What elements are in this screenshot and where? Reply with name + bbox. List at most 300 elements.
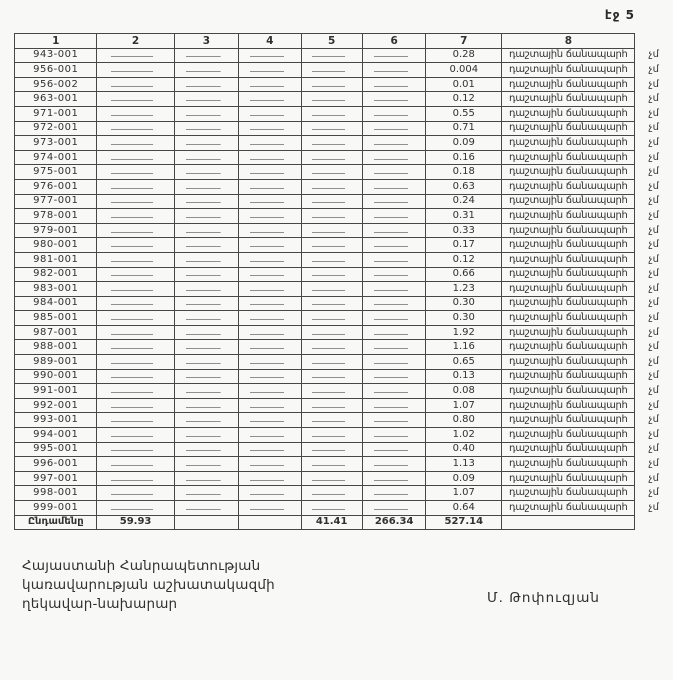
description-cell: դաշտային ճանապարհ (502, 223, 635, 238)
margin-mark: չմ (648, 312, 659, 324)
column-header-7: 7 (426, 34, 502, 49)
col5-cell (301, 340, 362, 355)
margin-mark: չմ (648, 122, 659, 134)
table-row (15, 384, 673, 399)
col3-cell (174, 457, 238, 472)
col3-cell (174, 136, 238, 151)
total-col2-cell: 59.93 (97, 515, 174, 530)
col6-cell (362, 267, 426, 282)
description-cell: դաշտային ճանապարհ (502, 121, 635, 136)
parcel-code-cell: 956-001 (15, 63, 97, 78)
description-cell: դաշտային ճանապարհ (502, 340, 635, 355)
area-value-cell: 0.30 (426, 311, 502, 326)
parcel-code-cell: 972-001 (15, 121, 97, 136)
col5-cell (301, 442, 362, 457)
description-cell: դաշտային ճանապարհ (502, 486, 635, 501)
margin-mark: չմ (648, 282, 659, 294)
parcel-code-cell: 956-002 (15, 77, 97, 92)
col6-cell (362, 252, 426, 267)
col6-cell (362, 340, 426, 355)
description-cell: դաշտային ճանապարհ (502, 457, 635, 472)
table-row (15, 355, 673, 370)
table-row (15, 471, 673, 486)
margin-mark: չմ (648, 297, 659, 309)
description-cell: դաշտային ճանապարհ (502, 442, 635, 457)
area-value-cell: 0.66 (426, 267, 502, 282)
parcel-code-cell: 984-001 (15, 296, 97, 311)
column-header-5: 5 (301, 34, 362, 49)
parcel-code-cell: 985-001 (15, 311, 97, 326)
table-row (15, 413, 673, 428)
parcel-code-cell: 971-001 (15, 106, 97, 121)
col6-cell (362, 355, 426, 370)
col6-cell (362, 106, 426, 121)
col2-cell (97, 179, 174, 194)
col2-cell (97, 398, 174, 413)
col3-cell (174, 238, 238, 253)
col2-cell (97, 311, 174, 326)
col4-cell (239, 457, 302, 472)
description-cell: դաշտային ճանապարհ (502, 238, 635, 253)
description-cell: դաշտային ճանապարհ (502, 48, 635, 63)
col6-cell (362, 501, 426, 516)
area-value-cell: 0.65 (426, 355, 502, 370)
margin-mark: չմ (648, 458, 659, 470)
col6-cell (362, 486, 426, 501)
description-cell: դաշտային ճանապարհ (502, 325, 635, 340)
col4-cell (239, 325, 302, 340)
description-cell: դաշտային ճանապարհ (502, 311, 635, 326)
area-value-cell: 0.09 (426, 471, 502, 486)
col6-cell (362, 282, 426, 297)
area-value-cell: 0.09 (426, 136, 502, 151)
margin-mark: չմ (648, 49, 659, 61)
col4-cell (239, 340, 302, 355)
table-row (15, 77, 673, 92)
table-row (15, 48, 673, 63)
col5-cell (301, 209, 362, 224)
col4-cell (239, 471, 302, 486)
col6-cell (362, 63, 426, 78)
description-cell: դաշտային ճանապարհ (502, 428, 635, 443)
col2-cell (97, 369, 174, 384)
area-value-cell: 0.12 (426, 92, 502, 107)
table-row (15, 398, 673, 413)
parcel-code-cell: 987-001 (15, 325, 97, 340)
margin-mark: չմ (648, 443, 659, 455)
description-cell: դաշտային ճանապարհ (502, 282, 635, 297)
area-value-cell: 0.18 (426, 165, 502, 180)
table-row (15, 150, 673, 165)
description-cell: դաշտային ճանապարհ (502, 501, 635, 516)
description-cell: դաշտային ճանապարհ (502, 209, 635, 224)
col3-cell (174, 442, 238, 457)
col2-cell (97, 252, 174, 267)
parcel-code-cell: 974-001 (15, 150, 97, 165)
col4-cell (239, 442, 302, 457)
parcel-code-cell: 979-001 (15, 223, 97, 238)
col3-cell (174, 413, 238, 428)
col2-cell (97, 136, 174, 151)
col4-cell (239, 194, 302, 209)
col6-cell (362, 457, 426, 472)
col4-cell (239, 136, 302, 151)
col2-cell (97, 267, 174, 282)
parcel-code-cell: 983-001 (15, 282, 97, 297)
margin-mark: չմ (648, 209, 659, 221)
area-value-cell: 0.80 (426, 413, 502, 428)
area-value-cell: 1.23 (426, 282, 502, 297)
margin-mark: չմ (648, 93, 659, 105)
parcel-code-cell: 963-001 (15, 92, 97, 107)
col5-cell (301, 150, 362, 165)
parcel-code-cell: 993-001 (15, 413, 97, 428)
issuer-line-1: Հայաստանի Հանրապետության (22, 558, 261, 574)
col3-cell (174, 252, 238, 267)
col4-cell (239, 63, 302, 78)
table-row (15, 238, 673, 253)
margin-mark: չմ (648, 399, 659, 411)
col4-cell (239, 121, 302, 136)
margin-mark: չմ (648, 472, 659, 484)
table-row (15, 296, 673, 311)
parcel-code-cell: 980-001 (15, 238, 97, 253)
parcel-code-cell: 975-001 (15, 165, 97, 180)
parcel-code-cell: 981-001 (15, 252, 97, 267)
area-value-cell: 0.13 (426, 369, 502, 384)
table-row (15, 165, 673, 180)
total-col4-cell (239, 515, 302, 530)
margin-mark: չմ (648, 370, 659, 382)
column-header-8: 8 (502, 34, 635, 49)
total-label-cell: Ընդամենը (15, 515, 97, 530)
margin-mark: չմ (648, 341, 659, 353)
col4-cell (239, 501, 302, 516)
col5-cell (301, 296, 362, 311)
margin-mark: չմ (648, 355, 659, 367)
col4-cell (239, 77, 302, 92)
col6-cell (362, 384, 426, 399)
col2-cell (97, 106, 174, 121)
parcel-code-cell: 994-001 (15, 428, 97, 443)
area-value-cell: 0.24 (426, 194, 502, 209)
col6-cell (362, 48, 426, 63)
col3-cell (174, 121, 238, 136)
col2-cell (97, 48, 174, 63)
col5-cell (301, 325, 362, 340)
col6-cell (362, 77, 426, 92)
total-desc-cell (502, 515, 635, 530)
col6-cell (362, 311, 426, 326)
area-value-cell: 1.02 (426, 428, 502, 443)
col6-cell (362, 296, 426, 311)
col5-cell (301, 165, 362, 180)
col4-cell (239, 238, 302, 253)
description-cell: դաշտային ճանապարհ (502, 355, 635, 370)
col6-cell (362, 209, 426, 224)
total-col5-cell: 41.41 (301, 515, 362, 530)
column-header-2: 2 (97, 34, 174, 49)
parcel-code-cell: 995-001 (15, 442, 97, 457)
area-value-cell: 0.33 (426, 223, 502, 238)
col3-cell (174, 501, 238, 516)
column-header-3: 3 (174, 34, 238, 49)
col4-cell (239, 384, 302, 399)
area-value-cell: 0.08 (426, 384, 502, 399)
parcel-code-cell: 989-001 (15, 355, 97, 370)
col5-cell (301, 267, 362, 282)
margin-mark: չմ (648, 414, 659, 426)
table-row (15, 457, 673, 472)
area-value-cell: 0.17 (426, 238, 502, 253)
col5-cell (301, 501, 362, 516)
col3-cell (174, 150, 238, 165)
col5-cell (301, 486, 362, 501)
col6-cell (362, 238, 426, 253)
table-row (15, 121, 673, 136)
col3-cell (174, 194, 238, 209)
col2-cell (97, 471, 174, 486)
col4-cell (239, 223, 302, 238)
col6-cell (362, 150, 426, 165)
margin-mark: չմ (648, 501, 659, 513)
col3-cell (174, 106, 238, 121)
col2-cell (97, 355, 174, 370)
margin-mark: չմ (648, 166, 659, 178)
col4-cell (239, 165, 302, 180)
description-cell: դաշտային ճանապարհ (502, 398, 635, 413)
col3-cell (174, 325, 238, 340)
col2-cell (97, 92, 174, 107)
table-row (15, 63, 673, 78)
margin-mark: չմ (648, 385, 659, 397)
table-row (15, 501, 673, 516)
area-value-cell: 0.28 (426, 48, 502, 63)
col4-cell (239, 355, 302, 370)
col6-cell (362, 179, 426, 194)
col3-cell (174, 296, 238, 311)
col4-cell (239, 106, 302, 121)
area-value-cell: 0.16 (426, 150, 502, 165)
col2-cell (97, 340, 174, 355)
description-cell: դաշտային ճանապարհ (502, 267, 635, 282)
column-header-1: 1 (15, 34, 97, 49)
col2-cell (97, 296, 174, 311)
table-row (15, 209, 673, 224)
table-row (15, 486, 673, 501)
parcel-code-cell: 977-001 (15, 194, 97, 209)
issuer-title (22, 557, 275, 614)
description-cell: դաշտային ճանապարհ (502, 252, 635, 267)
col2-cell (97, 63, 174, 78)
margin-mark: չմ (648, 63, 659, 75)
col2-cell (97, 194, 174, 209)
col3-cell (174, 63, 238, 78)
col3-cell (174, 311, 238, 326)
col2-cell (97, 486, 174, 501)
margin-mark: չմ (648, 239, 659, 251)
area-value-cell: 1.07 (426, 398, 502, 413)
col5-cell (301, 106, 362, 121)
col2-cell (97, 165, 174, 180)
area-value-cell: 0.01 (426, 77, 502, 92)
col3-cell (174, 48, 238, 63)
parcel-code-cell: 988-001 (15, 340, 97, 355)
col3-cell (174, 471, 238, 486)
col5-cell (301, 471, 362, 486)
col5-cell (301, 428, 362, 443)
margin-mark: չմ (648, 136, 659, 148)
column-header-6: 6 (362, 34, 426, 49)
col4-cell (239, 179, 302, 194)
table-row (15, 325, 673, 340)
col3-cell (174, 355, 238, 370)
col3-cell (174, 486, 238, 501)
parcel-code-cell: 976-001 (15, 179, 97, 194)
col6-cell (362, 442, 426, 457)
area-value-cell: 1.13 (426, 457, 502, 472)
description-cell: դաշտային ճանապարհ (502, 384, 635, 399)
margin-mark: չմ (648, 487, 659, 499)
col5-cell (301, 413, 362, 428)
page-number: էջ 5 (604, 8, 635, 22)
col3-cell (174, 384, 238, 399)
description-cell: դաշտային ճանապարհ (502, 106, 635, 121)
margin-mark: չմ (648, 180, 659, 192)
col5-cell (301, 63, 362, 78)
col4-cell (239, 369, 302, 384)
col5-cell (301, 48, 362, 63)
margin-mark: չմ (648, 326, 659, 338)
column-header-4: 4 (239, 34, 302, 49)
col2-cell (97, 442, 174, 457)
col5-cell (301, 369, 362, 384)
total-row (15, 515, 673, 530)
col2-cell (97, 325, 174, 340)
col3-cell (174, 369, 238, 384)
col5-cell (301, 311, 362, 326)
table-header-row (15, 34, 673, 49)
table-row (15, 311, 673, 326)
issuer-line-3: ղեկավար-նախարար (22, 595, 178, 612)
col5-cell (301, 223, 362, 238)
col2-cell (97, 209, 174, 224)
col5-cell (301, 252, 362, 267)
col2-cell (97, 384, 174, 399)
col3-cell (174, 340, 238, 355)
col6-cell (362, 121, 426, 136)
area-value-cell: 0.004 (426, 63, 502, 78)
description-cell: դաշտային ճանապարհ (502, 194, 635, 209)
col6-cell (362, 223, 426, 238)
area-value-cell: 0.30 (426, 296, 502, 311)
col3-cell (174, 209, 238, 224)
col6-cell (362, 325, 426, 340)
col2-cell (97, 413, 174, 428)
col5-cell (301, 92, 362, 107)
parcel-code-cell: 998-001 (15, 486, 97, 501)
col6-cell (362, 369, 426, 384)
col2-cell (97, 77, 174, 92)
land-parcel-table (14, 33, 673, 530)
col5-cell (301, 457, 362, 472)
margin-mark: չմ (648, 78, 659, 90)
parcel-code-cell: 978-001 (15, 209, 97, 224)
col4-cell (239, 282, 302, 297)
col5-cell (301, 238, 362, 253)
col6-cell (362, 413, 426, 428)
signature-name: Մ. Թոփուզյան (487, 590, 600, 606)
col3-cell (174, 282, 238, 297)
table-row (15, 428, 673, 443)
description-cell: դաշտային ճանապարհ (502, 179, 635, 194)
col4-cell (239, 209, 302, 224)
table-row (15, 340, 673, 355)
total-area-cell: 527.14 (426, 515, 502, 530)
col6-cell (362, 194, 426, 209)
col4-cell (239, 486, 302, 501)
description-cell: դաշտային ճանապարհ (502, 92, 635, 107)
col5-cell (301, 384, 362, 399)
col6-cell (362, 398, 426, 413)
total-col3-cell (174, 515, 238, 530)
area-value-cell: 0.63 (426, 179, 502, 194)
col3-cell (174, 179, 238, 194)
col3-cell (174, 92, 238, 107)
col6-cell (362, 92, 426, 107)
parcel-code-cell: 990-001 (15, 369, 97, 384)
parcel-code-cell: 943-001 (15, 48, 97, 63)
area-value-cell: 0.40 (426, 442, 502, 457)
col2-cell (97, 238, 174, 253)
description-cell: դաշտային ճանապարհ (502, 413, 635, 428)
description-cell: դաշտային ճանապարհ (502, 63, 635, 78)
col2-cell (97, 428, 174, 443)
margin-mark: չմ (648, 268, 659, 280)
col2-cell (97, 121, 174, 136)
table-row (15, 252, 673, 267)
col5-cell (301, 194, 362, 209)
col5-cell (301, 398, 362, 413)
col5-cell (301, 282, 362, 297)
col4-cell (239, 413, 302, 428)
col2-cell (97, 457, 174, 472)
col3-cell (174, 223, 238, 238)
area-value-cell: 1.16 (426, 340, 502, 355)
col6-cell (362, 471, 426, 486)
table-row (15, 194, 673, 209)
parcel-code-cell: 999-001 (15, 501, 97, 516)
parcel-code-cell: 991-001 (15, 384, 97, 399)
table-row (15, 136, 673, 151)
margin-space (635, 34, 673, 49)
col6-cell (362, 428, 426, 443)
col4-cell (239, 92, 302, 107)
table-row (15, 267, 673, 282)
col2-cell (97, 150, 174, 165)
area-value-cell: 1.07 (426, 486, 502, 501)
table-row (15, 369, 673, 384)
parcel-code-cell: 992-001 (15, 398, 97, 413)
col5-cell (301, 355, 362, 370)
margin-space (635, 515, 673, 530)
col2-cell (97, 223, 174, 238)
col4-cell (239, 398, 302, 413)
col2-cell (97, 501, 174, 516)
parcel-code-cell: 996-001 (15, 457, 97, 472)
table-row (15, 442, 673, 457)
table-row (15, 223, 673, 238)
